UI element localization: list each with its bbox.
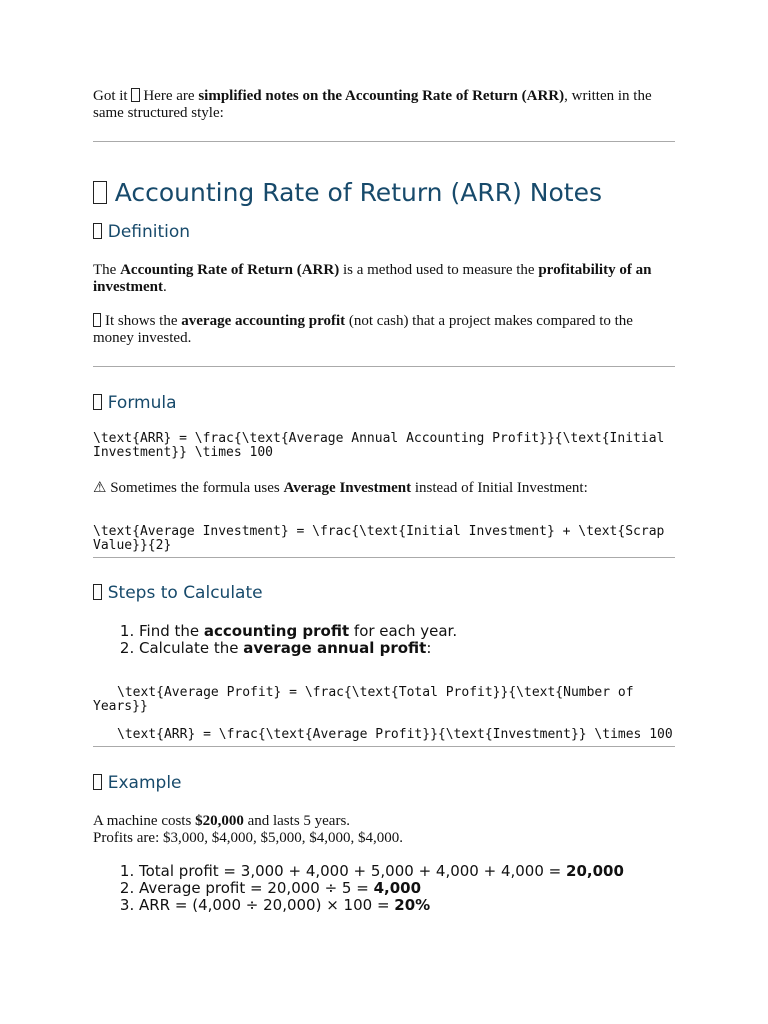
list-item <box>139 880 721 897</box>
text: ARR = (4,000 ÷ 20,000) × 100 = <box>139 896 395 914</box>
intro-text-3: , written in the same structured style: <box>93 88 652 121</box>
definition-heading-text: Definition <box>107 222 191 242</box>
bold-text: average annual profit <box>243 639 427 657</box>
divider <box>93 557 675 558</box>
bold-text: 20,000 <box>566 862 624 880</box>
steps-latex-2: \text{ARR} = \frac{\text{Average Profit}}{\text{Investment}} \times 100 <box>117 727 673 742</box>
text: . <box>163 279 167 295</box>
example-line-2: Profits are: $3,000, $4,000, $5,000, $4,000, $4,000. <box>93 830 403 846</box>
divider <box>93 746 675 747</box>
example-line-1 <box>93 813 675 830</box>
text: and lasts 5 years. <box>243 813 351 829</box>
list-item <box>139 623 721 640</box>
missing-emoji-icon <box>93 313 101 327</box>
text: Total profit = 3,000 + 4,000 + 5,000 + 4,000 + 4,000 = <box>139 862 567 880</box>
steps-latex-1: \text{Average Profit} = \frac{\text{Total Profit}}{\text{Number of Years}} <box>93 685 634 714</box>
text: Sometimes the formula uses <box>106 480 284 496</box>
intro-paragraph <box>93 88 675 122</box>
bold-text: accounting profit <box>203 622 350 640</box>
missing-emoji-icon <box>93 394 102 409</box>
definition-heading <box>93 221 675 243</box>
steps-heading <box>93 582 675 604</box>
example-heading-text: Example <box>107 773 182 793</box>
text: Calculate the <box>139 639 244 657</box>
bold-text: average accounting profit <box>181 313 346 329</box>
missing-emoji-icon <box>131 88 139 102</box>
bold-text: $20,000 <box>195 813 244 829</box>
list-item <box>139 640 721 657</box>
definition-paragraph-1 <box>93 262 675 296</box>
definition-paragraph-2 <box>93 313 675 347</box>
text: Average profit = 20,000 ÷ 5 = <box>139 879 374 897</box>
warning-icon: ⚠ <box>93 480 107 496</box>
missing-emoji-icon <box>93 584 102 599</box>
missing-emoji-icon <box>93 181 107 204</box>
formula-latex-2: \text{Average Investment} = \frac{\text{Initial Investment} + \text{Scrap Value}}{2} <box>93 524 665 553</box>
divider <box>93 366 675 367</box>
text: A machine costs <box>93 813 196 829</box>
text: is a method used to measure the <box>339 262 539 278</box>
missing-emoji-icon <box>93 223 102 238</box>
bold-text: 4,000 <box>373 879 422 897</box>
page-title-text: Accounting Rate of Return (ARR) Notes <box>114 178 602 207</box>
bold-text: 20% <box>394 896 431 914</box>
list-item <box>139 897 721 914</box>
steps-heading-text: Steps to Calculate <box>107 583 263 603</box>
steps-list <box>93 623 721 657</box>
list-item <box>139 863 721 880</box>
intro-bold: simplified notes on the Accounting Rate of Return (ARR) <box>198 88 565 104</box>
text: (not cash) that a project makes compared to the money invested. <box>93 313 633 346</box>
text: instead of Initial Investment: <box>411 480 588 496</box>
bold-text: Accounting Rate of Return (ARR) <box>120 262 340 278</box>
text: The <box>93 262 121 278</box>
intro-text-1: Got it <box>93 88 132 104</box>
formula-heading-text: Formula <box>107 393 177 413</box>
text: It shows the <box>101 313 182 329</box>
text: Find the <box>139 622 204 640</box>
bold-text: profitability of an investment <box>93 262 652 295</box>
page-title <box>93 178 675 208</box>
divider <box>93 141 675 142</box>
example-heading <box>93 772 675 794</box>
example-paragraph <box>93 813 675 847</box>
bold-text: Average Investment <box>283 480 412 496</box>
missing-emoji-icon <box>93 774 102 789</box>
formula-latex-1: \text{ARR} = \frac{\text{Average Annual Accounting Profit}}{\text{Initial Investment}} \times 100 <box>93 431 665 460</box>
formula-heading <box>93 392 675 414</box>
text: : <box>426 639 432 657</box>
formula-note <box>93 480 675 497</box>
intro-text-2: Here are <box>139 88 199 104</box>
text: for each year. <box>349 622 458 640</box>
example-list <box>93 863 721 914</box>
